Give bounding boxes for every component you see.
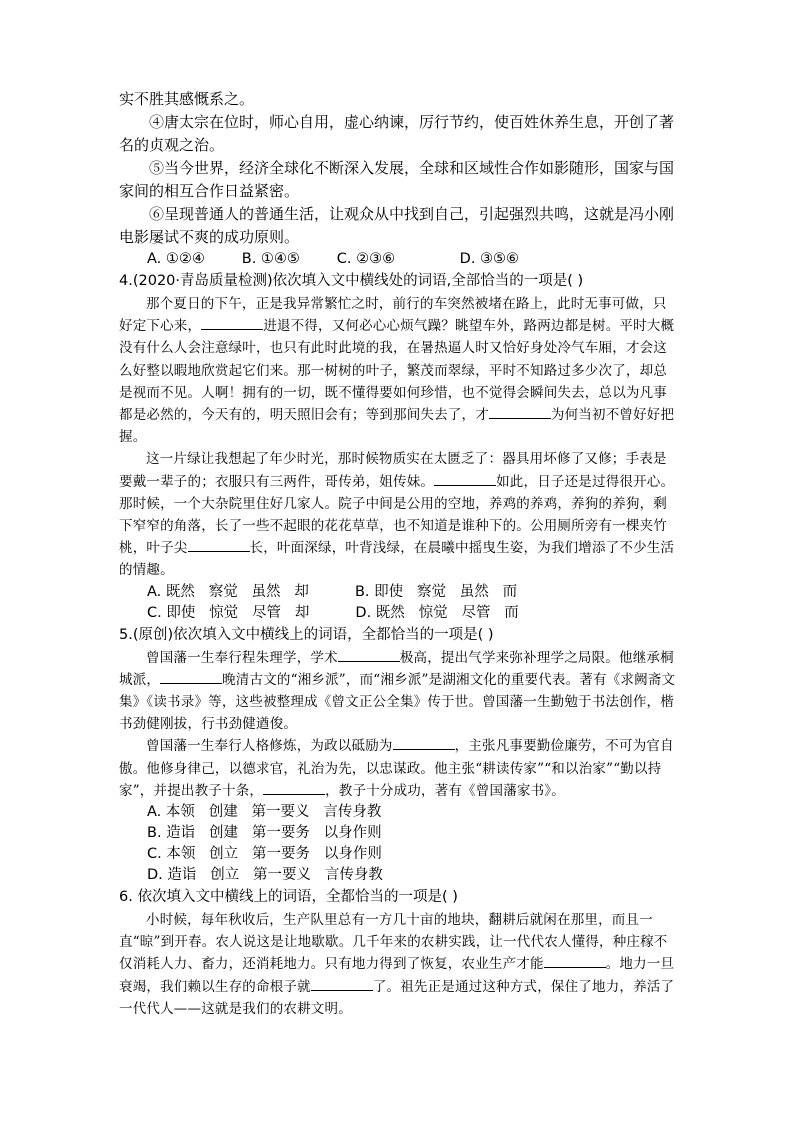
q4-p1-text-b: 进退不得，又何必心心烦气躁？眺望车外，路两边都是树。平时大概没有什么人会注意绿叶，也只有此时此境的我，在暑热逼人时又恰好身处冷气车厢，才会这么好整以暇地欣赏起它们来。那一树树的叶子，繁茂而翠绿，平时不知路过多少次了，却总是视而不见。人啊！拥有的一切，既不懂得要如何珍惜，也不觉得会瞬间失去，总以为凡事都是必然的，今天有的，明天照旧会有；等到那间失去了，才 [119, 318, 675, 424]
text-line: 实不胜其感慨系之。 [119, 90, 255, 108]
q5-option-c: C. 本领 创立 第一要务 以身作则 [147, 846, 382, 863]
q5-option-d: D. 造诣 创立 第一要义 言传身教 [147, 867, 383, 884]
q6-p1-text-c: 了。祖先正是通过这种方式，保住了地力，养活了一代代人——这就是我们的农耕文明。 [119, 978, 675, 1017]
blank-7 [393, 735, 455, 750]
blank-6 [160, 669, 222, 684]
q4-para-2 [119, 448, 679, 581]
q4-stem: 4.(2020·青岛质量检测)依次填入文中横线处的词语,全部恰当的一项是( ) [119, 273, 584, 289]
options-prev: A. ①②④ B. ①④⑤ C. ②③⑥ D. ③⑤⑥ [147, 251, 520, 267]
q4-p2-text-c: 长，叶面深绿，叶背浅绿，在晨曦中摇曳生姿，为我们增添了不少生活的情趣。 [119, 540, 675, 579]
sentence-6: ⑥呈现普通人的普通生活，让观众从中找到自己，引起强烈共鸣，这就是冯小刚电影屡试不爽的成功原则。 [119, 205, 675, 246]
q6-stem: 6. 依次填入文中横线上的词语，全都恰当的一项是( ) [119, 889, 458, 906]
q4-p1-text-c: 为何当初不曾好好把握。 [119, 407, 675, 446]
q4-options-ab: A. 既然 察觉 虽然 却 B. 即使 察觉 虽然 而 [147, 583, 518, 600]
q5-p1-text-a: 曾国藩一生奉行程朱理学，学术 [146, 649, 338, 666]
q5-option-b: B. 造诣 创建 第一要务 以身作则 [147, 825, 382, 842]
q4-options-cd: C. 即使 惊觉 尽管 却 D. 既然 惊觉 尽管 而 [147, 604, 519, 621]
q6-p1-text-b: 。地力一旦衰竭，我们赖以生存的命根子就 [119, 956, 675, 995]
q5-p2-text-c: ，教子十分成功，著有《曾国藩家书》。 [325, 782, 565, 799]
blank-9 [544, 953, 606, 968]
q4-p1-text-a: 那个夏日的下午，正是我异常繁忙之时，前行的车突然被堵在路上，此时无事可做，只好定下心来， [119, 296, 667, 335]
q5-stem: 5.(原创)依次填入文中横线上的词语，全都恰当的一项是( ) [119, 626, 494, 643]
q5-option-a: A. 本领 创建 第一要义 言传身教 [147, 804, 382, 821]
blank-8 [263, 780, 325, 795]
blank-3 [434, 471, 496, 486]
q5-p1-text-b: 极高，提出气学来弥补理学之局限。他继承桐城派， [119, 649, 674, 688]
q4-p2-text-a: 这一片绿让我想起了年少时光，那时候物质实在太匮乏了：器具用坏修了又修；手表是要戴一辈子的；衣服只有三两件，哥传弟，姐传妹。 [119, 451, 667, 490]
document-page [119, 88, 679, 1020]
q4-p2-text-b: 如此，日子还是过得很开心。那时候，一个大杂院里住好几家人。院子中间是公用的空地，养鸡的养鸡，养狗的养狗，剩下窄窄的角落，长了一些不起眼的花花草草，也不知道是谁种下的。公用厕所旁有一棵夹竹桃，叶子尖 [119, 473, 675, 557]
sentence-4: ④唐太宗在位时，师心自用，虚心纳谏，厉行节约，使百姓休养生息，开创了著名的贞观之治。 [119, 113, 675, 154]
blank-2 [489, 404, 551, 419]
q4-para-1 [119, 293, 679, 448]
blank-1 [201, 315, 263, 330]
sentence-5: ⑤当今世界，经济全球化不断深入发展，全球和区域性合作如影随形，国家与国家间的相互合作日益紧密。 [119, 159, 675, 200]
q5-p1-text-c: 晚清古文的“湘乡派”，而“湘乡派”是湖湘文化的重要代表。著有《求阙斋文集》《读书录》等，这些被整理成《曾文正公全集》传于世。曾国藩一生勤勉于书法创作，楷书劲健刚拔，行书劲健遒俊。 [119, 671, 676, 733]
q5-para-1 [119, 647, 679, 736]
blank-10 [311, 976, 373, 991]
q5-para-2 [119, 735, 679, 802]
q6-p1-text-a: 小时候，每年秋收后，生产队里总有一方几十亩的地块，翻耕后就闲在那里，而且一直“晾”到开春。农人说这是让地歇歇。几千年来的农耕实践，让一代代农人懂得，种庄稼不仅消耗人力、畜力，还消耗地力。只有地力得到了恢复，农业生产才能 [119, 912, 668, 973]
q5-p2-text-b: ，主张凡事要勤俭廉劳，不可为官自傲。他修身律己，以德求官，礼治为先，以忠谋政。他主张“耕读传家”“和以治家”“勤以持家”，并提出教子十条， [119, 738, 674, 799]
blank-4 [188, 537, 250, 552]
blank-5 [338, 647, 400, 662]
q6-para-1 [119, 909, 679, 1020]
q5-p2-text-a: 曾国藩一生奉行人格修炼，为政以砥励为 [146, 738, 393, 755]
